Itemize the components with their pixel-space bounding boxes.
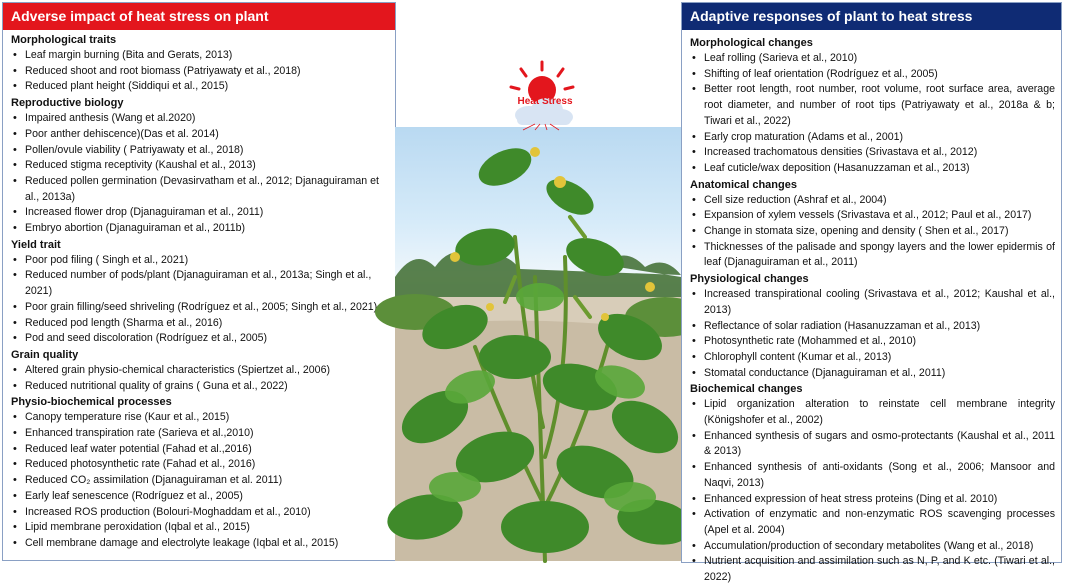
list-item: • Activation of enzymatic and non-enzymatic ROS scavenging processes (Apel et al. 2004) — [690, 507, 1055, 538]
bullet-list — [690, 397, 1055, 585]
list-item: • Increased ROS production (Bolouri-Moghaddam et al., 2010) — [11, 505, 389, 521]
list-item: • Impaired anthesis (Wang et al.2020) — [11, 111, 389, 127]
list-item: • Altered grain physio-chemical characteristics (Spiertzet al., 2006) — [11, 363, 389, 379]
bullet-list — [690, 51, 1055, 177]
list-item: • Stomatal conductance (Djanaguiraman et al., 2011) — [690, 366, 1055, 382]
soybean-plant-photo — [395, 127, 681, 561]
list-item: • Shifting of leaf orientation (Rodríguez et al., 2005) — [690, 67, 1055, 83]
bullet-list — [11, 363, 389, 394]
list-item: • Cell membrane damage and electrolyte leakage (Iqbal et al., 2015) — [11, 536, 389, 552]
plant-illustration — [395, 127, 681, 561]
adaptive-responses-list — [682, 30, 1061, 586]
bullet-list — [11, 111, 389, 237]
list-item: • Expansion of xylem vessels (Srivastava et al., 2012; Paul et al., 2017) — [690, 208, 1055, 224]
list-item: • Pod and seed discoloration (Rodríguez et al., 2005) — [11, 331, 389, 347]
list-item: • Enhanced synthesis of anti-oxidants (Song et al., 2006; Mansoor and Naqvi, 2013) — [690, 460, 1055, 491]
list-item: • Lipid membrane peroxidation (Iqbal et al., 2015) — [11, 520, 389, 536]
section-title: Grain quality — [11, 348, 79, 361]
list-item: • Increased trachomatous densities (Srivastava et al., 2012) — [690, 145, 1055, 161]
list-item: • Reduced number of pods/plant (Djanaguiraman et al., 2013a; Singh et al., 2021) — [11, 268, 389, 299]
list-item: • Early crop maturation (Adams et al., 2001) — [690, 130, 1055, 146]
adverse-impact-panel — [2, 2, 396, 561]
list-item: • Reduced photosynthetic rate (Fahad et al., 2016) — [11, 457, 389, 473]
list-item: • Reduced CO₂ assimilation (Djanaguiraman et al. 2011) — [11, 473, 389, 489]
list-item: • Poor pod filing ( Singh et al., 2021) — [11, 253, 389, 269]
adverse-impact-title: Adverse impact of heat stress on plant — [3, 3, 395, 30]
heat-stress-label: Heat Stress — [517, 96, 573, 107]
list-item: • Reduced pod length (Sharma et al., 2016) — [11, 316, 389, 332]
list-item: • Cell size reduction (Ashraf et al., 2004) — [690, 193, 1055, 209]
list-item: • Photosynthetic rate (Mohammed et al., 2010) — [690, 334, 1055, 350]
sun-icon — [505, 60, 579, 130]
list-item: • Reduced leaf water potential (Fahad et al.,2016) — [11, 442, 389, 458]
list-item: • Thicknesses of the palisade and spongy layers and the lower epidermis of leaf (Djanaguiraman et al., 2011) — [690, 240, 1055, 271]
list-item: • Enhanced expression of heat stress proteins (Ding et al. 2010) — [690, 492, 1055, 508]
list-item: • Reduced shoot and root biomass (Patriyawaty et al., 2018) — [11, 64, 389, 80]
list-item: • Reduced nutritional quality of grains ( Guna et al., 2022) — [11, 379, 389, 395]
list-item: • Accumulation/production of secondary metabolites (Wang et al., 2018) — [690, 539, 1055, 555]
section-title: Biochemical changes — [690, 383, 803, 396]
section-title: Morphological traits — [11, 34, 117, 46]
section-title: Reproductive biology — [11, 97, 124, 110]
list-item: • Leaf cuticle/wax deposition (Hasanuzzaman et al., 2013) — [690, 161, 1055, 177]
list-item: • Canopy temperature rise (Kaur et al., 2015) — [11, 410, 389, 426]
list-item: • Reduced plant height (Siddiqui et al., 2015) — [11, 79, 389, 95]
section-title: Physiological changes — [690, 273, 809, 286]
list-item: • Better root length, root number, root volume, root surface area, average root diameter, and number of root tips (Patriyawaty et al., 2018a & b; Tiwari et al., 2022) — [690, 82, 1055, 129]
list-item: • Lipid organization alteration to reinstate cell membrane integrity (Königshofer et al., 2002) — [690, 397, 1055, 428]
list-item: • Pollen/ovule viability ( Patriyawaty et al., 2018) — [11, 143, 389, 159]
list-item: • Poor anther dehiscence)(Das et al. 2014) — [11, 127, 389, 143]
list-item: • Early leaf senescence (Rodríguez et al., 2005) — [11, 489, 389, 505]
bullet-list — [11, 410, 389, 551]
list-item: • Embryo abortion (Djanaguiraman et al., 2011b) — [11, 221, 389, 237]
section-title: Physio-biochemical processes — [11, 396, 172, 409]
list-item: • Enhanced transpiration rate (Sarieva et al.,2010) — [11, 426, 389, 442]
section-title: Morphological changes — [690, 37, 813, 49]
list-item: • Leaf rolling (Sarieva et al., 2010) — [690, 51, 1055, 67]
section-title: Anatomical changes — [690, 178, 797, 191]
list-item: • Nutrient acquisition and assimilation such as N, P, and K etc. (Tiwari et al., 2022) — [690, 554, 1055, 585]
bullet-list — [690, 287, 1055, 381]
list-item: • Change in stomata size, opening and density ( Shen et al., 2017) — [690, 224, 1055, 240]
list-item: • Leaf margin burning (Bita and Gerats, 2013) — [11, 48, 389, 64]
section-title: Yield trait — [11, 238, 61, 251]
list-item: • Reflectance of solar radiation (Hasanuzzaman et al., 2013) — [690, 319, 1055, 335]
bullet-list — [690, 193, 1055, 272]
adaptive-responses-panel — [681, 2, 1062, 584]
list-item: • Reduced stigma receptivity (Kaushal et al., 2013) — [11, 158, 389, 174]
bullet-list — [11, 48, 389, 95]
list-item: • Poor grain filling/seed shriveling (Rodríguez et al., 2005; Singh et al., 2021) — [11, 300, 389, 316]
list-item: • Reduced pollen germination (Devasirvatham et al., 2012; Djanaguiraman et al., 2013a) — [11, 174, 389, 205]
list-item: • Increased flower drop (Djanaguiraman et al., 2011) — [11, 205, 389, 221]
list-item: • Increased transpirational cooling (Srivastava et al., 2012; Kaushal et al., 2013) — [690, 287, 1055, 318]
list-item: • Enhanced synthesis of sugars and osmo-protectants (Kaushal et al., 2011 & 2013) — [690, 429, 1055, 460]
bullet-list — [11, 253, 389, 347]
adaptive-responses-title: Adaptive responses of plant to heat stress — [682, 3, 1061, 30]
adverse-impact-list — [3, 30, 395, 552]
list-item: • Chlorophyll content (Kumar et al., 2013) — [690, 350, 1055, 366]
